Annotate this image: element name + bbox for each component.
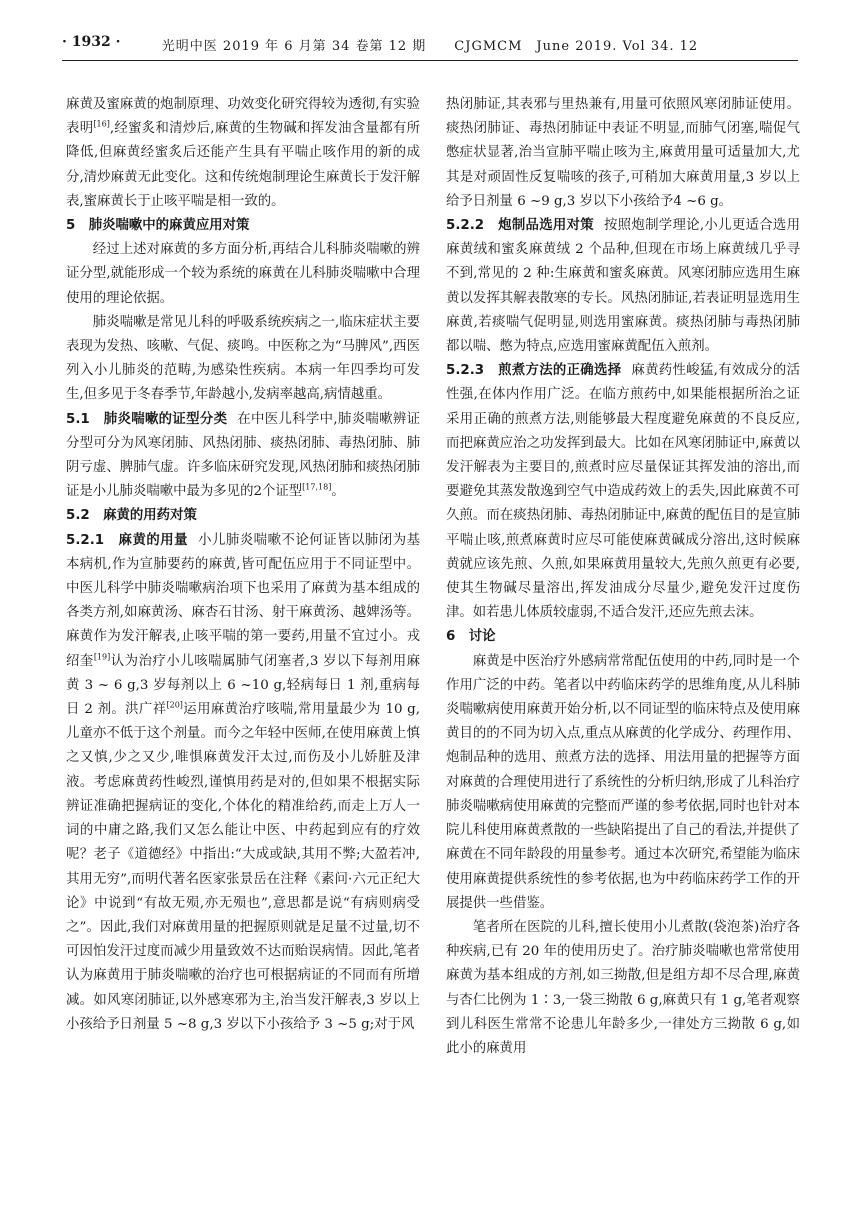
subsection-5-2-3: 5.2.3 煎煮方法的正确选择 麻黄药性峻猛,有效成分的活性强,在体内作用广泛。在临方煎药中,如果能根据所治之证采用正确的煎煮方法,则能够最大程度避免麻黄的不良反应,而把麻黄应治之功发挥到最大。比如在风寒闭肺证中,麻黄以发汗解表为主要目的,煎煮时应尽量保证其挥发油的溶出,而要避免其蒸发散逸到空气中造成药效上的丢失,因此麻黄不可久煎。而在痰热闭肺、毒热闭肺证中,麻黄的配伍目的是宣肺平喘止咳,煎煮麻黄时应尽可能使麻黄碱成分溶出,这时候麻黄就应该先煎、久煎,如果麻黄用量较大,先煎久煎更有必要,使其生物碱尽量溶出,挥发油成分尽量少,避免发汗过度伤津。如若患儿体质较虚弱,不适合发汗,还应先煎去沫。: [446, 363, 800, 621]
paragraph-continued: 热闭肺证,其表邪与里热兼有,用量可依照风寒闭肺证使用。痰热闭肺证、毒热闭肺证中表证不明显,而肺气闭塞,喘促气憋症状显著,治当宣肺平喘止咳为主,麻黄用量可适量加大,尤其是对顽固性反复喘咳的孩子,可稍加大麻黄用量,3 岁以上给予日剂量 6 ~9 g,3 岁以下小孩给予4 ~6 g。: [446, 97, 800, 209]
running-header: [62, 30, 798, 61]
subsection-heading: 5.1 肺炎喘嗽的证型分类: [66, 411, 228, 427]
subsection-5-1: 5.1 肺炎喘嗽的证型分类 在中医儿科学中,肺炎喘嗽辨证分型可分为风寒闭肺、风热闭肺、痰热闭肺、毒热闭肺、肺阴亏虚、脾肺气虚。许多临床研究发现,风热闭肺和痰热闭肺证是小儿肺炎喘嗽中最为多见的2个证型[17,18]。: [66, 411, 420, 500]
subsection-heading: 5.2.1 麻黄的用量: [66, 532, 189, 548]
subsection-heading: 5.2.3 煎煮方法的正确选择: [446, 363, 622, 379]
page-number: · 1932 ·: [62, 34, 121, 50]
subsection-heading: 5.2.2 炮制品选用对策: [446, 218, 594, 234]
section-heading-5-2: 5.2 麻黄的用药对策: [66, 508, 197, 524]
subsection-5-2-1: 5.2.1 麻黄的用量 小儿肺炎喘嗽不论何证皆以肺闭为基本病机,作为宣肺要药的麻黄,皆可配伍应用于不同证型中。中医儿科学中肺炎喘嗽病治项下也采用了麻黄为基本组成的各类方剂,如麻黄汤、麻杏石甘汤、射干麻黄汤、越婢汤等。麻黄作为发汗解表,止咳平喘的第一要药,用量不宜过小。戎绍奎[19]认为治疗小儿咳喘属肺气闭塞者,3 岁以下每剂用麻黄 3 ~ 6 g,3 岁每剂以上 6 ~10 g,轻病每日 1 剂,重病每日 2 剂。洪广祥[20]运用麻黄治疗咳喘,常用量最少为 10 g,儿童亦不低于这个剂量。而今之年轻中医师,在使用麻黄上慎之又慎,少之又少,唯惧麻黄发汗太过,而伤及小儿娇脏及津液。考虑麻黄药性峻烈,谨慎用药是对的,但如果不根据实际辨证准确把握病证的变化,个体化的精准给药,而走上万人一词的中庸之路,我们又怎么能让中医、中药起到应有的疗效呢？老子《道德经》中指出:“大成或缺,其用不弊;大盈若冲,其用无穷”,而明代著名医家张景岳在注释《素问·六元正纪大论》中说到“有故无殒,亦无殒也”,意思都是说“有病则病受之”。因此,我们对麻黄用量的把握原则就是足量不过量,切不可因怕发汗过度而减少用量致效不达而贻误病情。因此,笔者认为麻黄用于肺炎喘嗽的治疗也可根据病证的不同而有所增减。如风寒闭肺证,以外感寒邪为主,治当发汗解表,3 岁以上小孩给予日剂量 5 ~8 g,3 岁以下小孩给予 3 ~5 g;对于风: [66, 532, 421, 1032]
right-column: [446, 93, 800, 1061]
citation-ref: [17,18]: [302, 482, 332, 492]
paragraph: 笔者所在医院的儿科,擅长使用小儿煮散(袋泡茶)治疗各种疾病,已有 20 年的使用历史了。治疗肺炎喘嗽也常常使用麻黄为基本组成的方剂,如三拗散,但是组方却不尽合理,麻黄与杏仁比例为 1∶3,一袋三拗散 6 g,麻黄只有 1 g,笔者观察到儿科医生常常不论患儿年龄多少,一律处方三拗散 6 g,如此小的麻黄用: [446, 919, 800, 1056]
section-heading-6: 6 讨论: [446, 629, 496, 645]
citation-ref: [20]: [166, 700, 183, 710]
paragraph: 肺炎喘嗽是常见儿科的呼吸系统疾病之一,临床症状主要表现为发热、咳嗽、气促、痰鸣。中医称之为“马脾风”,西医列入小儿肺炎的范畴,为感染性疾病。本病一年四季均可发生,但多见于冬春季节,年龄越小,发病率越高,病情越重。: [66, 314, 420, 403]
section-heading-5: 5 肺炎喘嗽中的麻黄应用对策: [66, 218, 250, 234]
paragraph-intro: 麻黄及蜜麻黄的炮制原理、功效变化研究得较为透彻,有实验表明[16],经蜜炙和清炒后,麻黄的生物碱和挥发油含量都有所降低,但麻黄经蜜炙后还能产生具有平喘止咳作用的新的成分,清炒麻黄无此变化。这和传统炮制理论生麻黄长于发汗解表,蜜麻黄长于止咳平喘是相一致的。: [66, 97, 421, 209]
citation-ref: [16]: [93, 119, 110, 129]
paragraph: 麻黄是中医治疗外感病常常配伍使用的中药,同时是一个作用广泛的中药。笔者以中药临床药学的思维角度,从儿科肺炎喘嗽病使用麻黄开始分析,以不同证型的临床特点及使用麻黄目的的不同为切入点,重点从麻黄的化学成分、药理作用、炮制品种的选用、煎煮方法的选择、用法用量的把握等方面对麻黄的合理使用进行了系统性的分析归纳,形成了儿科治疗肺炎喘嗽病使用麻黄的完整而严谨的参考依据,同时也针对本院儿科使用麻黄煮散的一些缺陷提出了自己的看法,并提供了麻黄在不同年龄段的用量参考。通过本次研究,希望能为临床使用麻黄提供系统性的参考依据,也为中药临床药学工作的开展提供一些借鉴。: [446, 653, 800, 911]
citation-ref: [19]: [93, 652, 111, 662]
subsection-5-2-2: 5.2.2 炮制品选用对策 按照炮制学理论,小儿更适合选用麻黄绒和蜜炙麻黄绒 2 个品种,但现在市场上麻黄绒几乎寻不到,常见的 2 种:生麻黄和蜜炙麻黄。风寒闭肺应选用生麻黄以发挥其解表散寒的专长。风热闭肺证,若表证明显选用生麻黄,若痰喘气促明显,则选用蜜麻黄。痰热闭肺与毒热闭肺都以喘、憋为特点,应选用蜜麻黄配伍入煎剂。: [446, 218, 800, 355]
journal-info: 光明中医 2019 年 6 月第 34 卷第 12 期 CJGMCM June 2019. Vol 34. 12: [161, 39, 699, 54]
paragraph: 经过上述对麻黄的多方面分析,再结合儿科肺炎喘嗽的辨证分型,就能形成一个较为系统的麻黄在儿科肺炎喘嗽中合理使用的理论依据。: [66, 242, 420, 306]
left-column: [66, 93, 420, 1037]
